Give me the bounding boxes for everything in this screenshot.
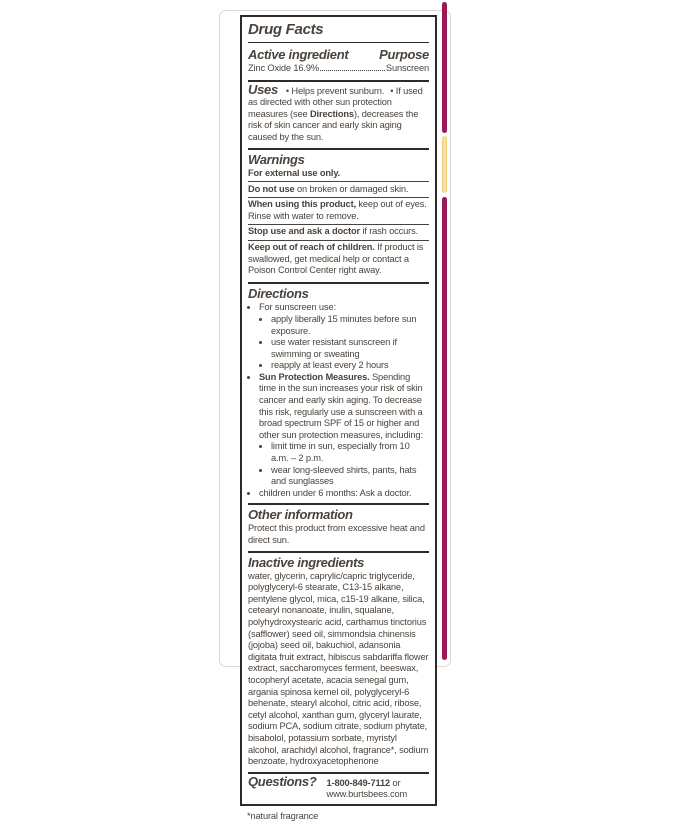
drug-facts-title: Drug Facts [248, 17, 429, 43]
drug-facts-box [240, 15, 437, 806]
warning-item [248, 197, 429, 224]
sun-protection-rest: Spending time in the sun increases your risk of skin cancer and early skin aging. To decrease this risk, regularly use a sunscreen with a broad spectrum SPF of 15 or higher and other sun protection measures, including: [259, 371, 423, 440]
uses-heading: Uses [248, 81, 278, 97]
directions-subitem: • use water resistant sunscreen if swimming or sweating [271, 337, 429, 360]
other-information-heading: Other information [248, 507, 353, 523]
directions-item: • children under 6 months: Ask a doctor. [259, 488, 429, 500]
uses-bullet-2-bold: Directions [309, 108, 354, 119]
directions-sublist [259, 441, 429, 487]
warning-rest: on broken or damaged skin. [294, 183, 409, 194]
questions-heading: Questions? [248, 773, 317, 789]
directions-subitem: • reapply at least every 2 hours [271, 360, 429, 372]
warnings-heading: Warnings [248, 151, 305, 167]
inactive-ingredients-section [248, 553, 429, 774]
directions-sublist [259, 314, 429, 372]
uses-bullet-1: • Helps prevent sunburn. [285, 85, 385, 96]
active-ingredient-heading: Active ingredient [248, 47, 349, 62]
directions-item [259, 372, 429, 442]
questions-contact [327, 778, 429, 801]
warning-bold: When using this product, [248, 199, 356, 210]
purpose-heading: Purpose [379, 47, 429, 62]
directions-heading: Directions [248, 286, 309, 302]
warning-rest: keep out of eyes. Rinse with water to remove. [248, 199, 427, 221]
active-ingredient-name: Zinc Oxide 16.9% [248, 63, 319, 73]
warning-rest: if rash occurs. [359, 226, 419, 237]
warnings-subheading: For external use only. [248, 167, 341, 178]
uses-section [248, 82, 429, 150]
other-information-section [248, 505, 429, 552]
warning-bold: Keep out of reach of children. [248, 242, 375, 253]
dotted-leader [320, 70, 385, 71]
active-ingredient-section [248, 43, 429, 82]
purpose-value: Sunscreen [385, 63, 429, 73]
drug-facts-column [240, 15, 437, 821]
warning-item [248, 181, 429, 197]
questions-section [248, 774, 429, 804]
directions-section [248, 284, 429, 505]
package-edge-strip-magenta-top [442, 2, 447, 133]
directions-subitem: • apply liberally 15 minutes before sun exposure. [271, 314, 429, 337]
directions-subitem: • limit time in sun, especially from 10 a.m. – 2 p.m. [271, 441, 429, 464]
warning-item [248, 224, 429, 240]
directions-list [248, 302, 429, 499]
directions-subitem: • wear long-sleeved shirts, pants, hats and sunglasses [271, 465, 429, 488]
uses-bullet-2-pre: • If used as directed with other sun protection measures (see [248, 85, 423, 119]
footnote: *natural fragrance [247, 810, 319, 821]
warning-bold: Do not use [248, 183, 295, 194]
uses-bullet-2-post: ), decreases the risk of skin cancer and early skin aging caused by the sun. [248, 108, 419, 142]
other-information-text: Protect this product from excessive heat and direct sun. [248, 523, 425, 545]
warning-rest: If product is swallowed, get medical help or contact a Poison Control Center right away. [248, 242, 424, 276]
warnings-section [248, 150, 429, 285]
warning-bold: Stop use and ask a doctor [248, 226, 360, 237]
inactive-ingredients-heading: Inactive ingredients [248, 554, 365, 570]
inactive-ingredients-text: water, glycerin, caprylic/capric triglyceride, polyglyceryl-6 stearate, C13-15 alkane, pentylene glycol, mica, c15-19 alkane, silica, cetearyl nonanoate, inulin, squalane, polyhydroxystearic acid, carthamus tinctorius (safflower) seed oil, simmondsia chinensis (jojoba) seed oil, bakuchiol, adansonia digitata fruit extract, hibiscus sabdariffa flower extract, saccharomyces ferment, beeswax, tocopheryl acetate, acacia senegal gum, argania spinosa kernel oil, polyglyceryl-6 behenate, stearyl alcohol, citric acid, ribose, cetyl alcohol, xanthan gum, glyceryl laurate, sodium PCA, sodium citrate, sodium phytate, bisabolol, potassium sorbate, myristyl alcohol, arachidyl alcohol, fragrance*, sodium benzoate, hydroxyacetophenone [248, 570, 429, 767]
phone-number: 1-800-849-7112 [326, 777, 391, 788]
sun-protection-bold: Sun Protection Measures. [259, 371, 370, 382]
package-edge-strip-magenta-bottom [442, 197, 447, 660]
warning-item [248, 240, 429, 279]
website-text: or www.burtsbees.com [326, 777, 408, 800]
directions-item: • For sunscreen use: [259, 302, 429, 314]
package-edge-strip-yellow [442, 136, 447, 193]
